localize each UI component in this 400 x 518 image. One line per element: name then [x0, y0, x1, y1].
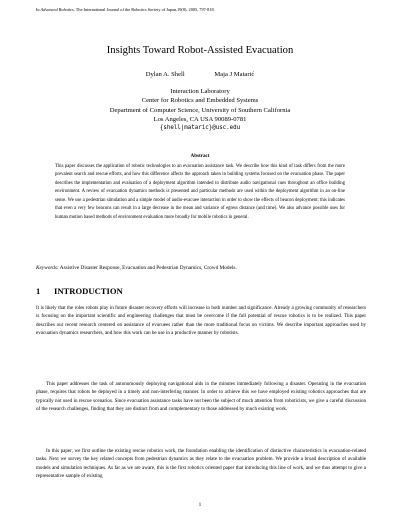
- author-list: [0, 70, 400, 79]
- paper-title: Insights Toward Robot-Assisted Evacuation: [106, 45, 294, 56]
- citation-details: , The International Journal of the Robotics Society of Japan,19(8), 2005, 797-818.: [73, 7, 215, 12]
- page-number: 1: [198, 502, 202, 508]
- body-paragraph: This paper addresses the task of autonomously deploying navigational aids in the minutes immediately following a disaster. Operating in the evacuation phase, requires that robots be deployed in a timely and non-interfering manner. In order to achieve this we have employed existing robotics approaches that are typically not used in rescue scenarios. Since evacuation assistance tasks have not been the subject of much attention from roboticists, we give a careful discussion of the research challenges, finding that they are distinct from and complementary to those addressed by much existing work.: [36, 381, 366, 413]
- body-paragraph: In this paper, we first outline the existing rescue robotics work, the foundation enabling the identification of distinctive characteristics in evacuation-related tasks. Next we survey the key related concepts from pedestrian dynamics as they relate to the evacuation problem. We provide a broad description of available models and simulation techniques. As far as we are aware, this is the first robotics oriented paper that introducing this line of work, and we thus attempt to give a representative sample of existing: [36, 448, 366, 480]
- citation-prefix: In: [36, 7, 41, 12]
- citation-line: [36, 7, 376, 13]
- affiliation-line: Department of Computer Science, University of Southern California: [109, 106, 291, 114]
- section-heading: [36, 286, 123, 297]
- author-name: Dylan A. Shell: [145, 71, 185, 78]
- citation-journal: Advanced Robotics: [40, 7, 74, 12]
- affiliation-block: [0, 87, 400, 133]
- author-email: {shell|mataric}@usc.edu: [159, 125, 241, 132]
- abstract-text: This paper discusses the application of robotic technologies to an evacuation assistance task. We describe how this kind of task differs from the more prevalent search and rescue efforts, and how this difference affects the approach taken in building systems focused on the evacuation phase. The paper describes the implementation and evaluation of a deployment algorithm intended to distribute audio navigational cues throughout an office building environment. A review of evacuation dynamics methods is presented and particular methods are used within the deployment algorithm in an on-line sense. We use a pedestrian simulation and a simple model of audio-evacuee interaction in order to show the effects of beacon deployment; this indicates that even a very few beacons can result in a large decrease in the mean and variance of egress distance (and time). We also advance possible uses for human motion based methods of environment evaluation more broadly for mobile robotics in general.: [55, 164, 345, 220]
- affiliation-line: Interaction Laboratory: [170, 88, 230, 95]
- keywords-label: Keywords:: [36, 265, 59, 271]
- affiliation-line: Center for Robotics and Embedded Systems: [141, 97, 259, 105]
- section-number: 1: [36, 286, 41, 296]
- section-title: INTRODUCTION: [54, 286, 123, 296]
- author-name: Maja J Matarić: [214, 71, 255, 78]
- affiliation-line: Los Angeles, CA USA 90089-0781: [153, 115, 247, 123]
- abstract-heading: Abstract: [190, 153, 210, 159]
- keywords-text: Assistive Disaster Response, Evacuation and Pedestrian Dynamics, Crowd Models.: [58, 265, 237, 271]
- keywords-line: [36, 265, 366, 272]
- body-paragraph: It is likely that the roles robots play in future disaster recovery efforts will increase in both number and significance. Already a growing community of researchers is focusing on the important scientific and engineering challenges that must be overcome if the full potential of rescue robotics is to be realized. This paper describes our recent research centered on assistance of evacuees rather than the more traditional focus on victims. We describe important approaches used by evacuation dynamics researchers, and how this work can be use in a productive manner by robotists.: [36, 305, 366, 337]
